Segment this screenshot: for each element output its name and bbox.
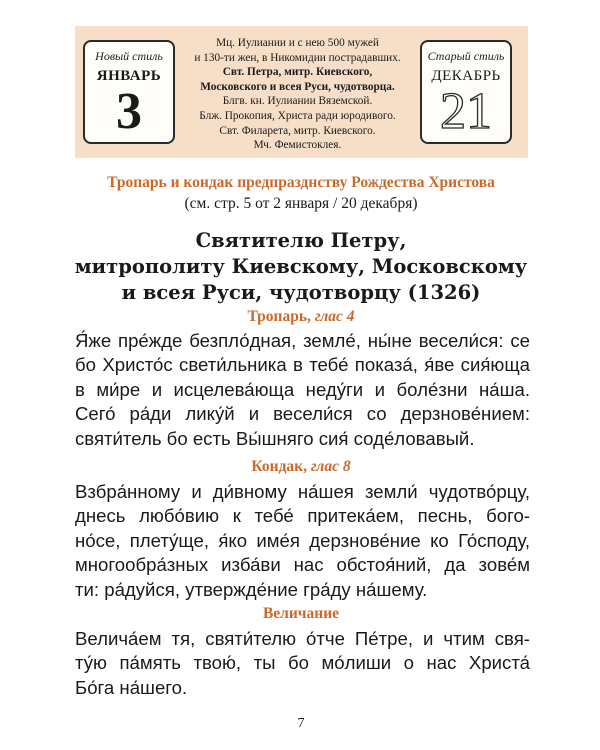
text-line: Сего́ ра́ди лику́й и весели́ся со дерзнове́нием: [75,403,530,425]
forefeast-reference: (см. стр. 5 от 2 января / 20 декабря) [184,195,418,212]
troparion-tone: глас 4 [314,308,355,325]
troparion-heading-label: Тропарь, [247,308,311,325]
saint-line: Мч. Фемистоклея. [253,139,342,152]
text-line: в ми́ре и исцелева́юща неду́ги и боле́зни на́ша. [75,378,530,400]
saint-line: Свт. Петра, митр. Киевского, [222,66,373,79]
page-number: 7 [297,716,305,731]
calendar-header [75,26,528,158]
saint-line: Блж. Прокопия, Христа ради юродивого. [199,109,396,122]
text-line: Я́же пре́жде безпло́дная, земле́, ны́не весели́ся: се [75,330,530,351]
saints-of-day [180,36,415,153]
kontakion-heading-label: Кондак, [251,458,307,475]
text-line: ти: ра́дуйся, утвержде́ние гра́ду на́шему. [75,578,428,600]
new-style-month: ЯНВАРЬ [96,68,162,84]
saint-title-line: и всея Руси, чудотворцу (1326) [121,281,481,304]
text-line: бо Христо́с свети́льника в тебе́ показа́, я́ве сия́юща [75,354,530,376]
new-style-day: 3 [116,83,142,140]
saint-title [70,228,532,306]
text-line: днесь любо́вию к тебе́ притека́ем, песнь, бого- [75,505,530,527]
troparion-text [75,329,530,451]
saint-line: и 130-ти жен, в Никомидии пострадавших. [194,51,401,64]
saint-line: Блгв. кн. Иулиании Вяземской. [222,95,373,108]
text-line: Взбра́нному и ди́вному на́шея земли́ чудотво́рцу, [75,481,530,502]
text-line: ту́ю па́мять твою́, ты бо мо́лиши о нас Христа́ [75,652,530,674]
magnification-heading: Величание [262,605,340,622]
text-line: святи́тель бо есть Вы́шняго сия́ соде́ловавый. [75,427,475,449]
text-line: но́се, плету́ще, я́ко име́я дерзнове́ние ко Го́споду, [75,529,530,551]
old-style-label: Старый стиль [427,49,505,63]
magnification-text [75,627,530,700]
saint-line: Московского и всея Руси, чудотворца. [200,80,395,93]
kontakion-text [75,480,530,602]
new-style-label: Новый стиль [95,49,163,63]
saint-line: Мц. Иулиании и с нею 500 мужей [216,37,379,49]
forefeast-title: Тропарь и кондак предпразднству Рождества Христова [107,174,495,191]
old-style-month: ДЕКАБРЬ [431,68,501,84]
saint-line: Свт. Филарета, митр. Киевского. [219,124,376,137]
kontakion-heading [70,458,532,476]
text-line: Велича́ем тя, святи́телю о́тче Пе́тре, и чтим свя- [75,628,530,649]
saint-title-line: митрополиту Киевскому, Московскому [74,255,528,278]
saint-title-line: Святителю Петру, [195,229,407,252]
troparion-heading [70,308,532,326]
old-style-day: 21 [440,83,492,140]
new-style-date-box [83,40,175,144]
text-line: Бо́га на́шего. [75,676,188,698]
old-style-date-box [420,40,512,144]
text-line: многообра́зных изба́ви нас обстоя́ний, да зове́м [75,554,530,576]
kontakion-tone: глас 8 [310,458,351,475]
